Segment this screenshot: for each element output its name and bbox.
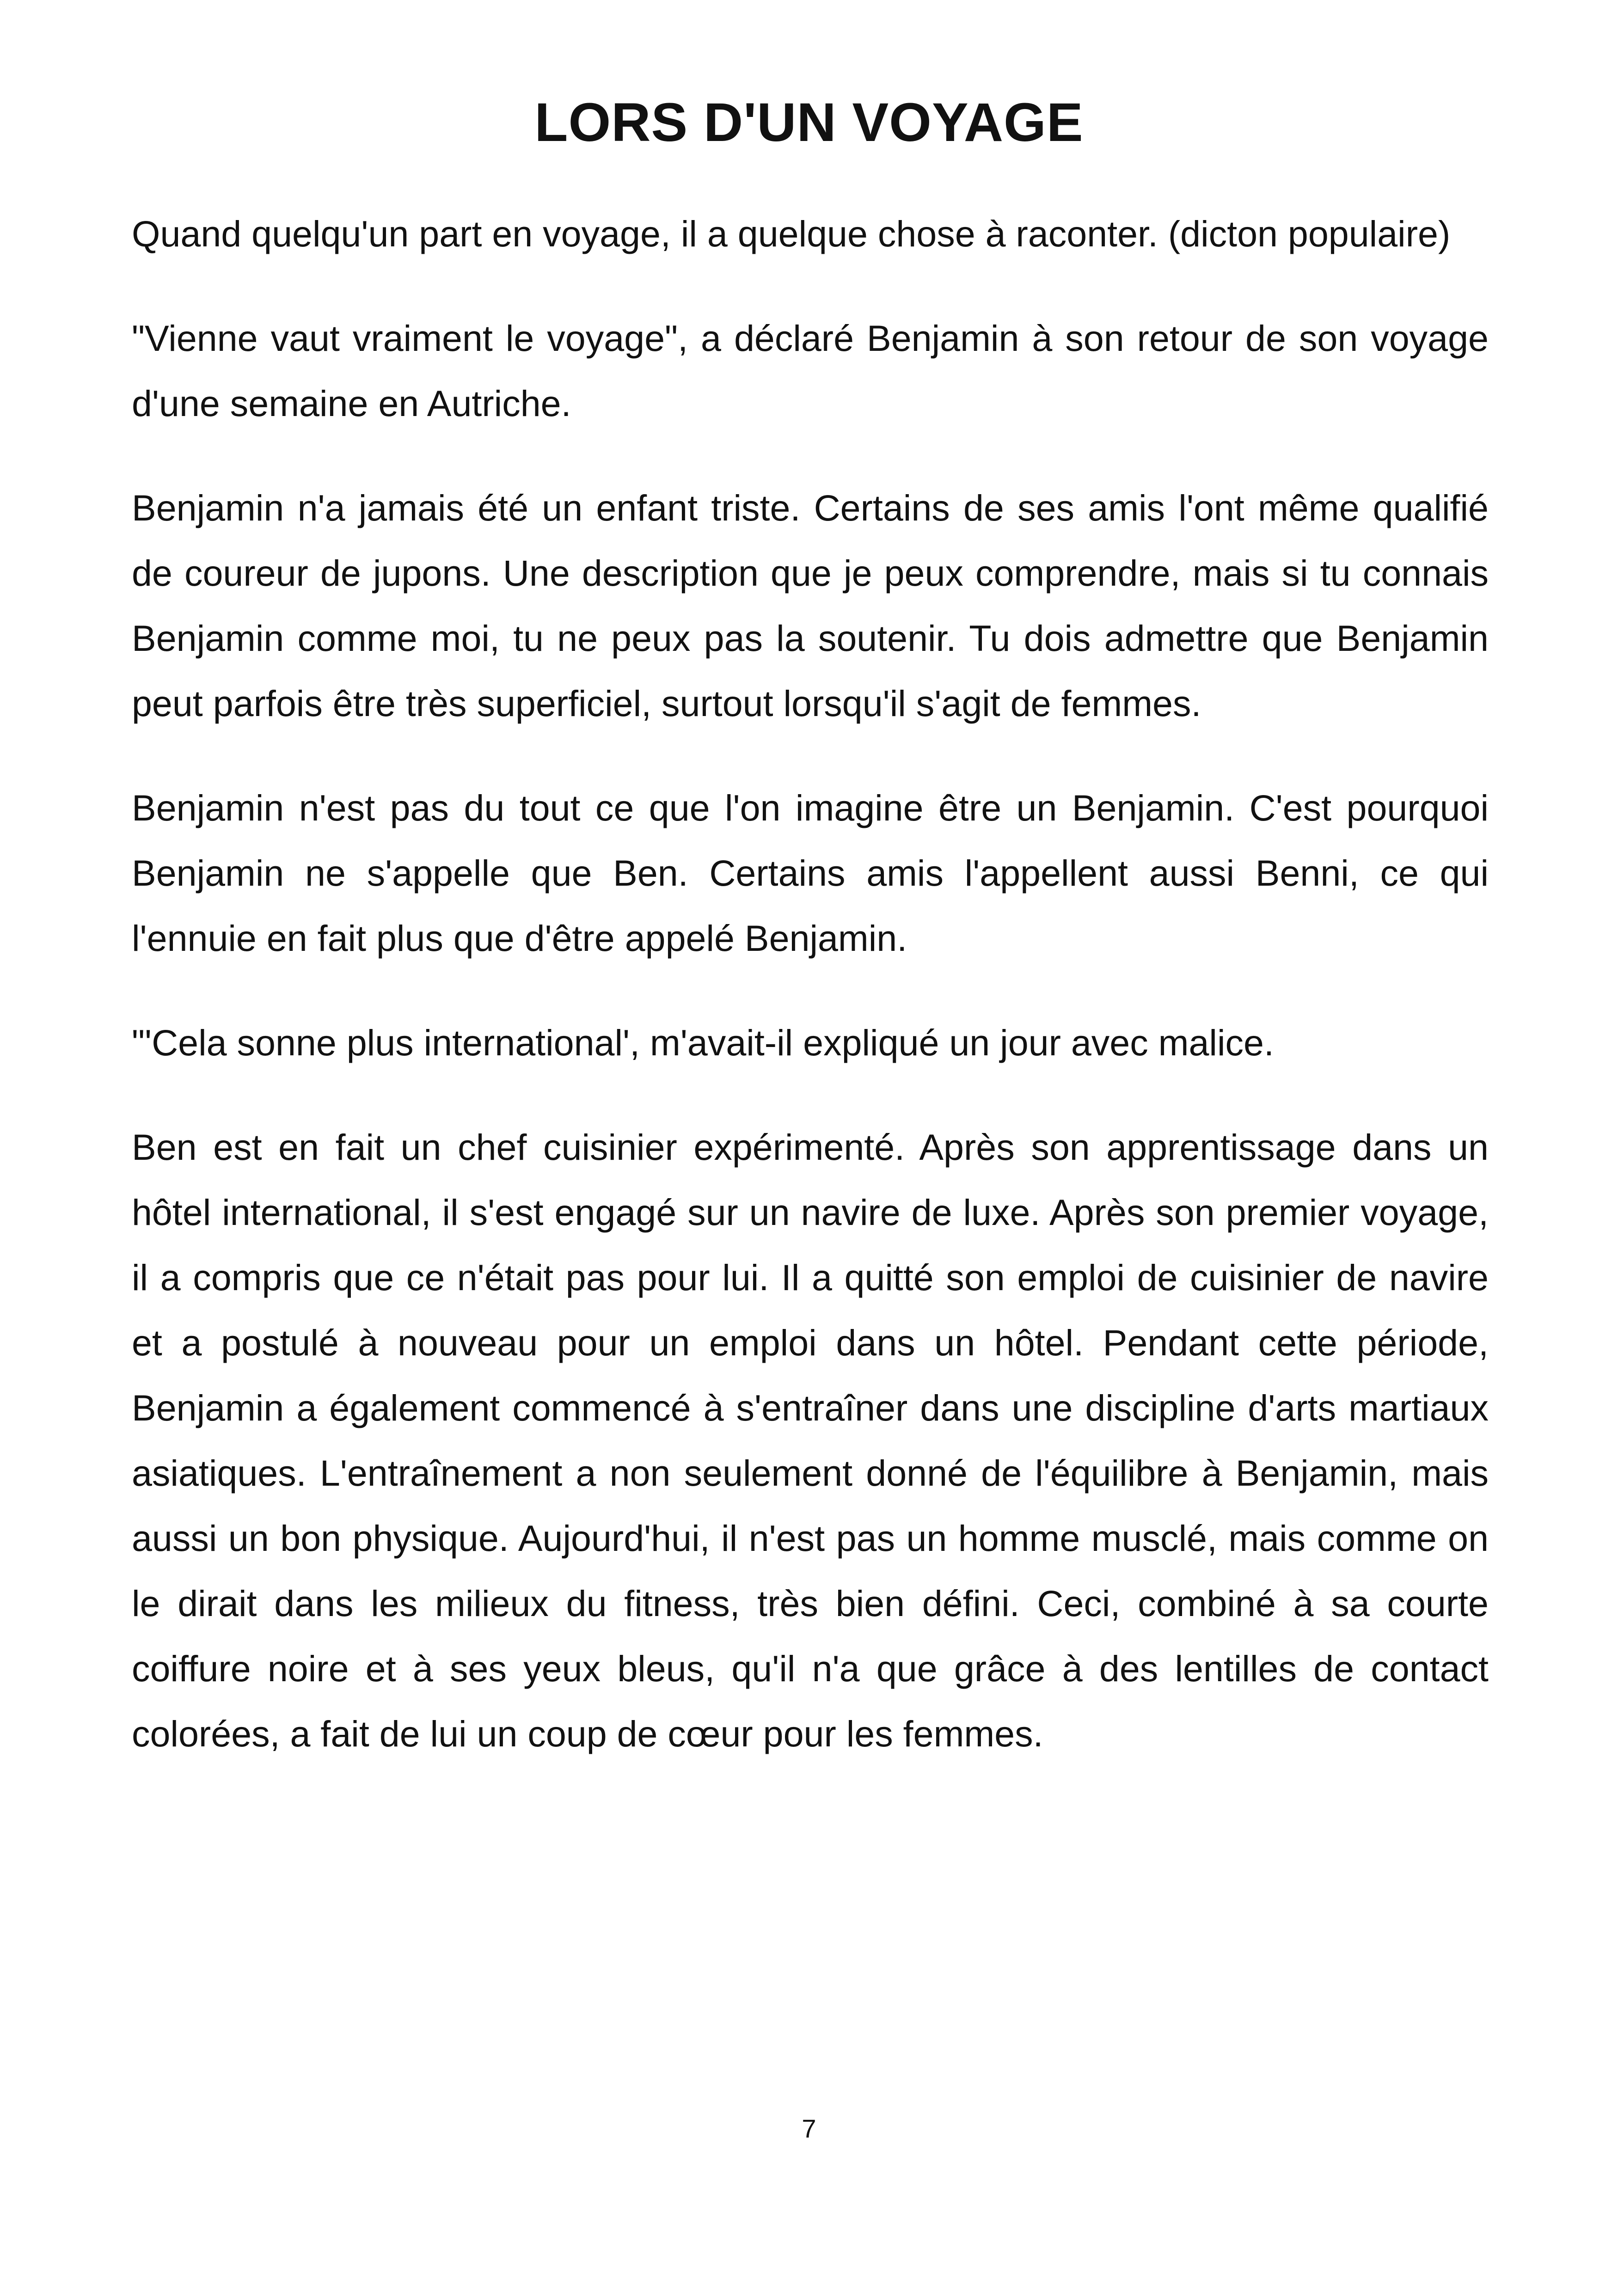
paragraph: "Vienne vaut vraiment le voyage", a déclaré Benjamin à son retour de son voyage d'une semaine en Autriche.	[132, 318, 1489, 424]
paragraph: Benjamin n'a jamais été un enfant triste. Certains de ses amis l'ont même qualifié de coureur de jupons. Une description que je peux comprendre, mais si tu connais Benjamin comme moi, tu ne peux pas la soutenir. Tu dois admettre que Benjamin peut parfois être très superficiel, surtout lorsqu'il s'agit de femmes.	[132, 487, 1489, 724]
paragraph: "'Cela sonne plus international', m'avait-il expliqué un jour avec malice.	[132, 1022, 1274, 1063]
paragraph-epigraph: Quand quelqu'un part en voyage, il a quelque chose à raconter. (dicton populaire)	[132, 213, 1451, 254]
page-title: LORS D'UN VOYAGE	[534, 92, 1084, 153]
body-text	[132, 201, 1489, 1806]
paragraph: Benjamin n'est pas du tout ce que l'on imagine être un Benjamin. C'est pourquoi Benjamin ne s'appelle que Ben. Certains amis l'appellent aussi Benni, ce qui l'ennuie en fait plus que d'être appelé Benjamin.	[132, 787, 1489, 959]
page-number: 7	[802, 2114, 816, 2143]
paragraph: Ben est en fait un chef cuisinier expérimenté. Après son apprentissage dans un hôtel international, il s'est engagé sur un navire de luxe. Après son premier voyage, il a compris que ce n'était pas pour lui. Il a quitté son emploi de cuisinier de navire et a postulé à nouveau pour un emploi dans un hôtel. Pendant cette période, Benjamin a également commencé à s'entraîner dans une discipline d'arts martiaux asiatiques. L'entraînement a non seulement donné de l'équilibre à Benjamin, mais aussi un bon physique. Aujourd'hui, il n'est pas un homme musclé, mais comme on le dirait dans les milieux du fitness, très bien défini. Ceci, combiné à sa courte coiffure noire et à ses yeux bleus, qu'il n'a que grâce à des lentilles de contact colorées, a fait de lui un coup de cœur pour les femmes.	[132, 1127, 1489, 1754]
